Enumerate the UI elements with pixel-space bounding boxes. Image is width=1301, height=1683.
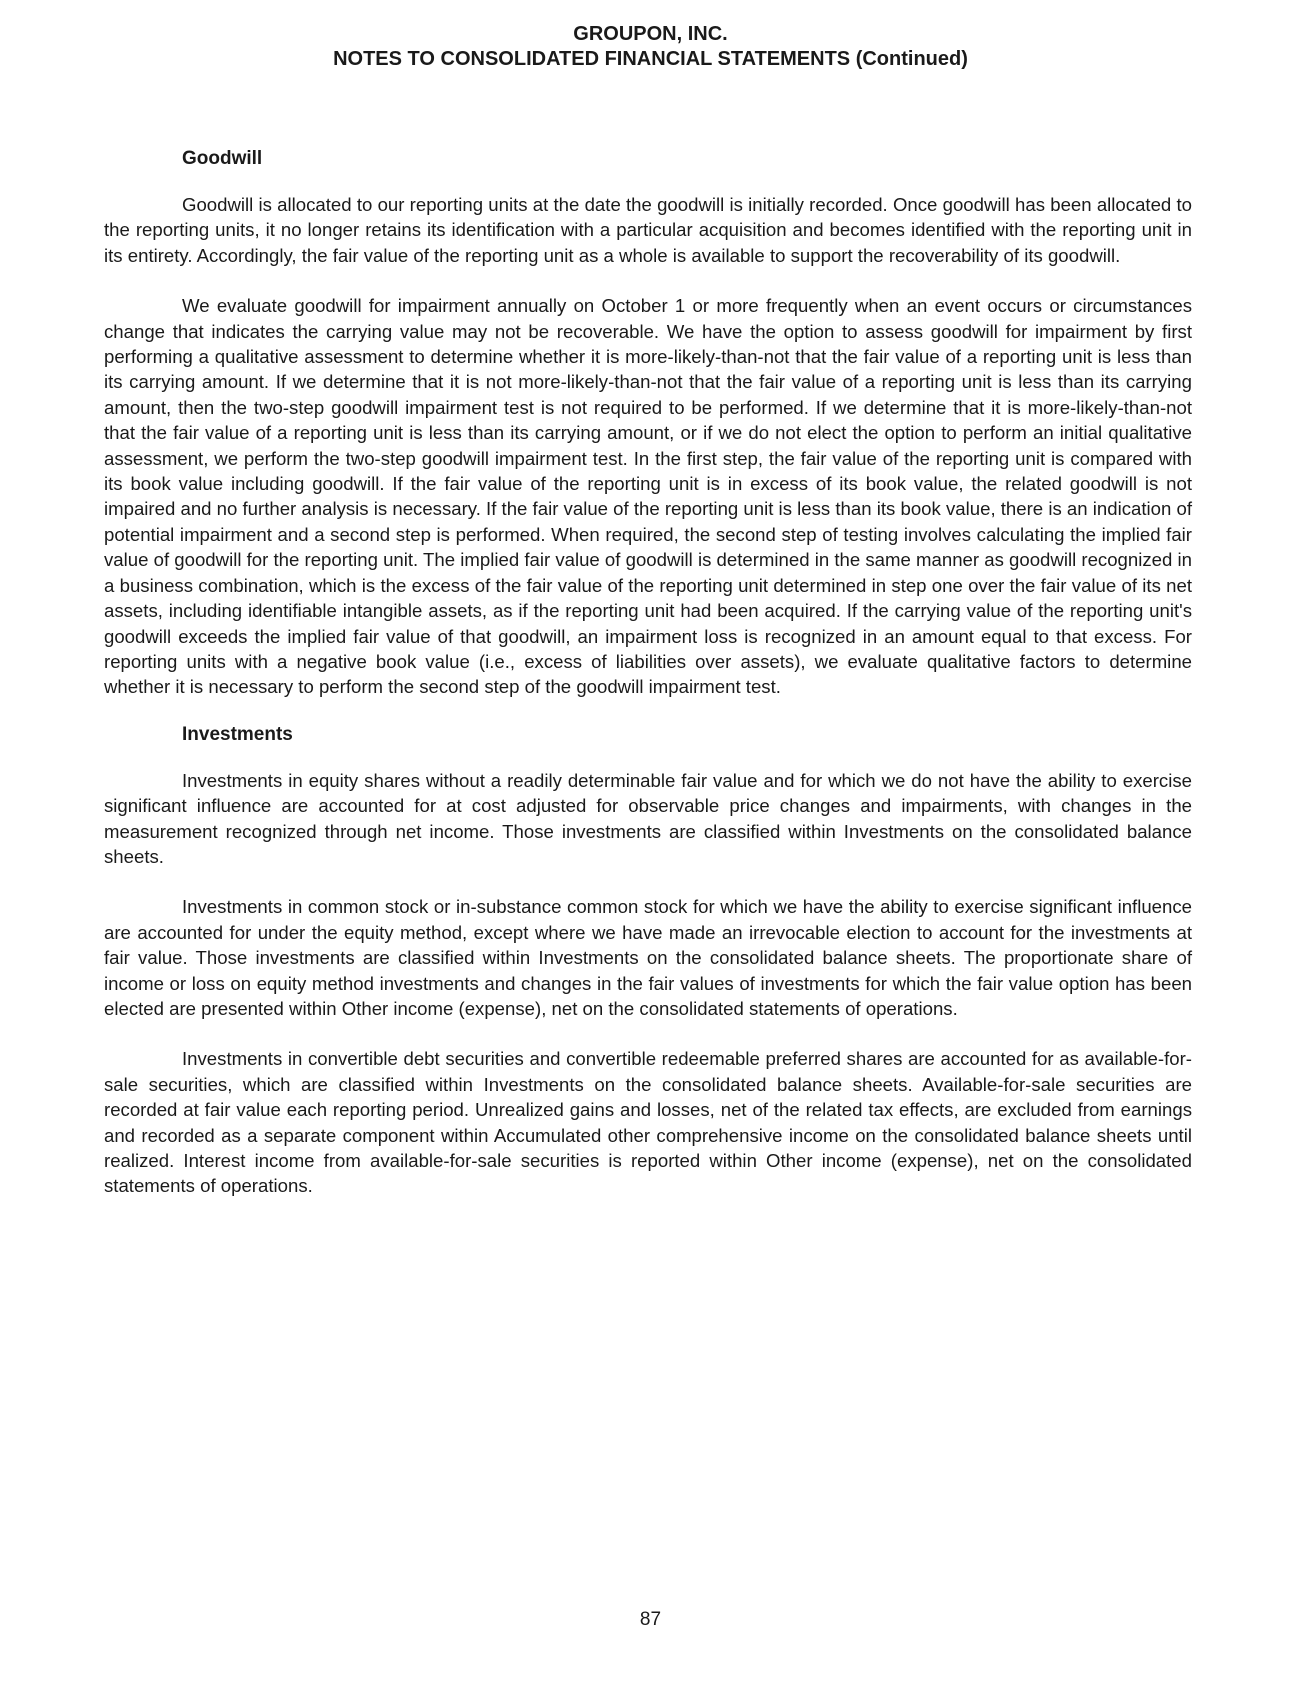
- document-title: NOTES TO CONSOLIDATED FINANCIAL STATEMENTS (Continued): [333, 48, 968, 70]
- company-name: GROUPON, INC.: [573, 23, 728, 45]
- paragraph: Investments in common stock or in-substance common stock for which we have the ability to exercise significant influence are accounted for under the equity method, except where we have made an irrevocable election to account for the investments at fair value. Those investments are classified within Investments on the consolidated balance sheets. The proportionate share of income or loss on equity method investments and changes in the fair values of investments for which the fair value option has been elected are presented within Other income (expense), net on the consolidated statements of operations.: [104, 896, 1192, 1019]
- section-heading-investments: Investments: [182, 723, 293, 745]
- section-investments: [104, 722, 1192, 1199]
- page-number: 87: [639, 1609, 662, 1630]
- paragraph: Investments in equity shares without a readily determinable fair value and for which we do not have the ability to exercise significant influence are accounted for at cost adjusted for observable price changes and impairments, with changes in the measurement recognized through net income. Those investments are classified within Investments on the consolidated balance sheets.: [104, 769, 1192, 867]
- page-header: [0, 22, 1301, 72]
- paragraph: We evaluate goodwill for impairment annually on October 1 or more frequently when an event occurs or circumstances change that indicates the carrying value may not be recoverable. We have the option to assess goodwill for impairment by first performing a qualitative assessment to determine whether it is more-likely-than-not that the fair value of a reporting unit is less than its carrying amount. If we determine that it is not more-likely-than-not that the fair value of a reporting unit is less than its carrying amount, then the two-step goodwill impairment test is not required to be performed. If we determine that it is more-likely-than-not that the fair value of a reporting unit is less than its carrying amount, or if we do not elect the option to perform an initial qualitative assessment, we perform the two-step goodwill impairment test. In the first step, the fair value of the reporting unit is compared with its book value including goodwill. If the fair value of the reporting unit is in excess of its book value, the related goodwill is not impaired and no further analysis is necessary. If the fair value of the reporting unit is less than its book value, there is an indication of potential impairment and a second step is performed. When required, the second step of testing involves calculating the implied fair value of goodwill for the reporting unit. The implied fair value of goodwill is determined in the same manner as goodwill recognized in a business combination, which is the excess of the fair value of the reporting unit determined in step one over the fair value of its net assets, including identifiable intangible assets, as if the reporting unit had been acquired. If the carrying value of the reporting unit's goodwill exceeds the implied fair value of that goodwill, an impairment loss is recognized in an amount equal to that excess. For reporting units with a negative book value (i.e., excess of liabilities over assets), we evaluate qualitative factors to determine whether it is necessary to perform the second step of the goodwill impairment test.: [104, 295, 1192, 698]
- document-body: [104, 146, 1192, 1224]
- paragraph: Investments in convertible debt securities and convertible redeemable preferred shares are accounted for as available-for-sale securities, which are classified within Investments on the consolidated balance sheets. Available-for-sale securities are recorded at fair value each reporting period. Unrealized gains and losses, net of the related tax effects, are excluded from earnings and recorded as a separate component within Accumulated other comprehensive income on the consolidated balance sheets until realized. Interest income from available-for-sale securities is reported within Other income (expense), net on the consolidated statements of operations.: [104, 1048, 1192, 1197]
- section-heading-goodwill: Goodwill: [182, 148, 263, 169]
- paragraph: Goodwill is allocated to our reporting units at the date the goodwill is initially recorded. Once goodwill has been allocated to the reporting units, it no longer retains its identification with a particular acquisition and becomes identified with the reporting unit in its entirety. Accordingly, the fair value of the reporting unit as a whole is available to support the recoverability of its goodwill.: [104, 194, 1192, 266]
- section-goodwill: [104, 146, 1192, 700]
